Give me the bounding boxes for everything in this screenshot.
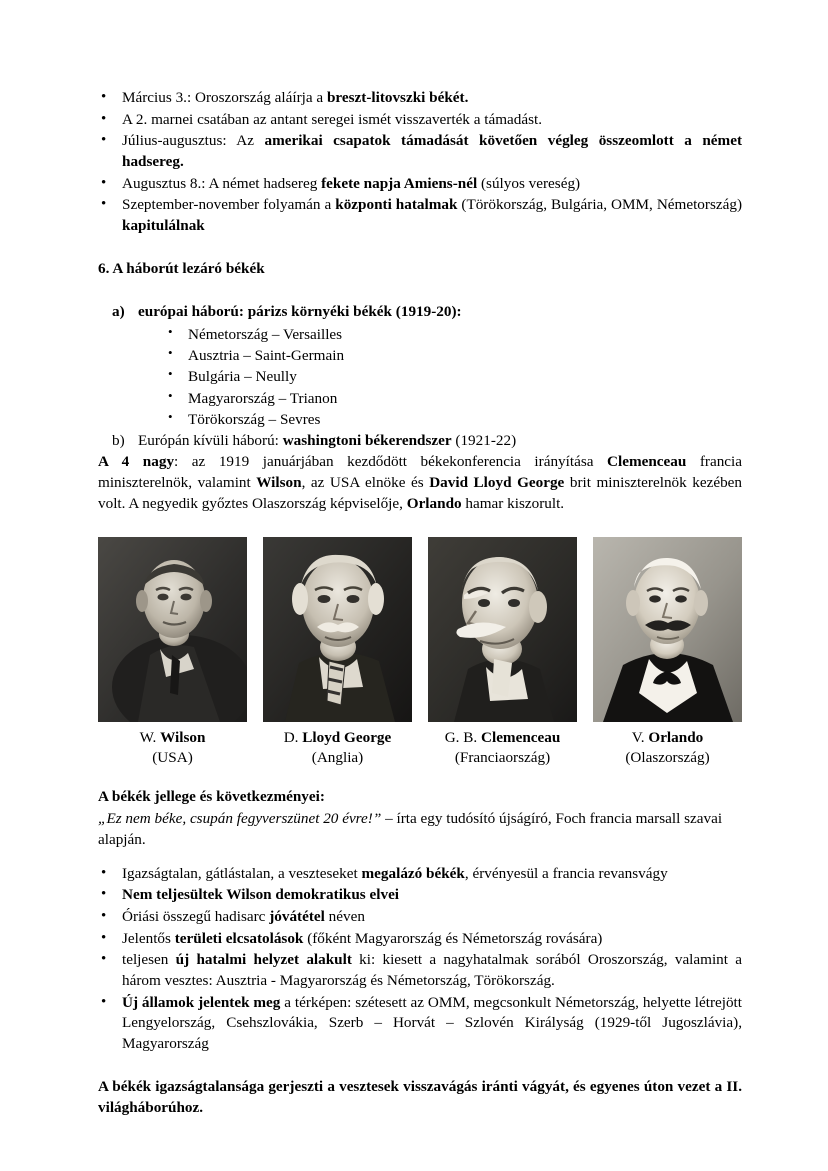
list-item-a [98, 301, 742, 322]
peace-treaties-group [98, 301, 742, 451]
bold-run: fekete napja Amiens-nél [321, 174, 478, 192]
portrait-caption-country: (Olaszország) [625, 748, 710, 766]
portrait-cell-orlando [593, 537, 742, 768]
portrait-caption-country: (Franciaország) [454, 748, 551, 766]
portrait-caption-name: D. Lloyd George [283, 728, 392, 746]
spacer [98, 1056, 742, 1076]
bold-run: Nem teljesültek Wilson demokratikus elvei [122, 886, 400, 904]
list-item: • A 2. marnei csatában az antant seregei ismét visszaverték a támadást. [98, 110, 742, 131]
list-item-b [98, 430, 742, 451]
list-item: • Március 3.: Oroszország aláírja a breszt-litovszki békét. [98, 88, 742, 109]
list-item: • Jelentős területi elcsatolások (főként Magyarország és Németország rovására) [98, 929, 742, 950]
portrait-cell-clemenceau [428, 537, 577, 768]
bold-run: Wilson [256, 474, 302, 492]
spacer [98, 851, 742, 864]
list-item: • Törökország – Sevres [98, 409, 742, 430]
section-heading-6: 6. A háborút lezáró békék [98, 259, 265, 277]
italic-run: „Ez nem béke, csupán fegyverszünet 20 évre!” [98, 810, 382, 827]
list-item: • Szeptember-november folyamán a központi hatalmak (Törökország, Bulgária, OMM, Németország) kapitulálnak [98, 195, 742, 236]
list-item [98, 885, 742, 906]
list-item: • teljesen új hatalmi helyzet alakult ki: kiesett a nagyhatalmak sorából Oroszország, valamint a három vesztes: Ausztria - Magyarország és Németország, Törökország. [98, 950, 742, 991]
list-marker-a: a) [112, 303, 125, 321]
bold-run: breszt-litovszki békét. [326, 89, 469, 106]
list-item: • Magyarország – Trianon [98, 388, 742, 409]
portrait-caption-name: W. Wilson [139, 728, 206, 746]
bold-run: Orlando [406, 495, 462, 512]
big-four-paragraph: A 4 nagy: az 1919 januárjában kezdődött békekonferencia irányítása Clemenceau francia miniszterelnök, valamint Wilson, az USA elnöke és David Lloyd George brit miniszterelnök kezében volt. A negyedik győztes Olaszország képviselője, Orlando hamar kiszorult. [98, 453, 743, 512]
bold-run: megalázó békék [361, 864, 465, 882]
portrait-caption-country: (USA) [152, 748, 193, 766]
bold-run: Wilson [160, 728, 206, 746]
portrait-vittorio-orlando-photo [593, 537, 742, 722]
portrait-woodrow-wilson-photo [98, 537, 247, 722]
list-item-b-label: Európán kívüli háború: washingtoni békerendszer (1921-22) [138, 432, 517, 450]
list-item: • Igazságtalan, gátlástalan, a veszteseket megalázó békék, érvényesül a francia revansvágy [98, 864, 742, 885]
bold-run: Lloyd George [302, 728, 392, 746]
list-item: • Bulgária – Neully [98, 366, 742, 387]
spacer [98, 767, 742, 787]
bold-run: területi elcsatolások [174, 929, 304, 947]
bold-run: Clemenceau [481, 728, 561, 746]
portrait-caption-name: G. B. Clemenceau [444, 728, 561, 746]
portrait-georges-clemenceau-photo [428, 537, 577, 722]
list-item: • Augusztus 8.: A német hadsereg fekete napja Amiens-nél (súlyos vereség) [98, 174, 742, 195]
bold-run: washingtoni békerendszer [282, 432, 452, 450]
bold-run: Clemenceau [607, 453, 687, 471]
consequences-bullet-list [98, 864, 742, 1055]
bold-run: amerikai csapatok támadását követően végleg összeomlott a német hadsereg. [122, 132, 742, 171]
list-item-a-label: európai háború: párizs környéki békék (1919-20): [138, 303, 462, 321]
list-item: • Németország – Versailles [98, 324, 742, 345]
list-item: • Új államok jelentek meg a térképen: szétesett az OMM, megcsonkult Németország, helyette létrejött Lengyelország, Csehszlovákia, Szerb – Horvát – Szlovén Királyság (1929-től Jugoszlávia), Magyarország [98, 993, 742, 1055]
foch-quote-paragraph: „Ez nem béke, csupán fegyverszünet 20 évre!” – írta egy tudósító újságíró, Foch francia marsall szavai alapján. [98, 810, 723, 848]
portrait-david-lloyd-george-photo [263, 537, 412, 722]
list-item: • Július-augusztus: Az amerikai csapatok támadását követően végleg összeomlott a német hadsereg. [98, 131, 742, 172]
bold-run: új hatalmi helyzet alakult [175, 951, 352, 969]
bold-run: David Lloyd George [429, 474, 565, 492]
bold-run: kapitulálnak [122, 217, 205, 235]
list-marker-b: b) [112, 432, 125, 450]
bold-run: jóvátétel [269, 908, 325, 925]
treaty-list [98, 324, 742, 430]
bold-run: A 4 nagy [98, 453, 175, 471]
portrait-cell-wilson [98, 537, 247, 768]
portrait-caption-name: V. Orlando [631, 728, 704, 746]
closing-paragraph: A békék igazságtalansága gerjeszti a vesztesek visszavágás iránti vágyát, és egyenes úton vezet a II. világháborúhoz. [98, 1077, 742, 1116]
page-content [98, 88, 742, 1118]
bold-run: Új államok jelentek meg [122, 993, 281, 1011]
list-item: • Óriási összegű hadisarc jóvátétel néven [98, 907, 742, 928]
portrait-row [98, 537, 742, 768]
timeline-bullet-list [98, 88, 742, 237]
portrait-caption-country: (Anglia) [311, 748, 364, 766]
portrait-cell-lloyd-george [263, 537, 412, 768]
list-item: • Ausztria – Saint-Germain [98, 345, 742, 366]
bold-run: Orlando [648, 728, 704, 746]
consequences-heading: A békék jellege és következményei: [98, 788, 325, 806]
bold-run: központi hatalmak [335, 196, 458, 214]
